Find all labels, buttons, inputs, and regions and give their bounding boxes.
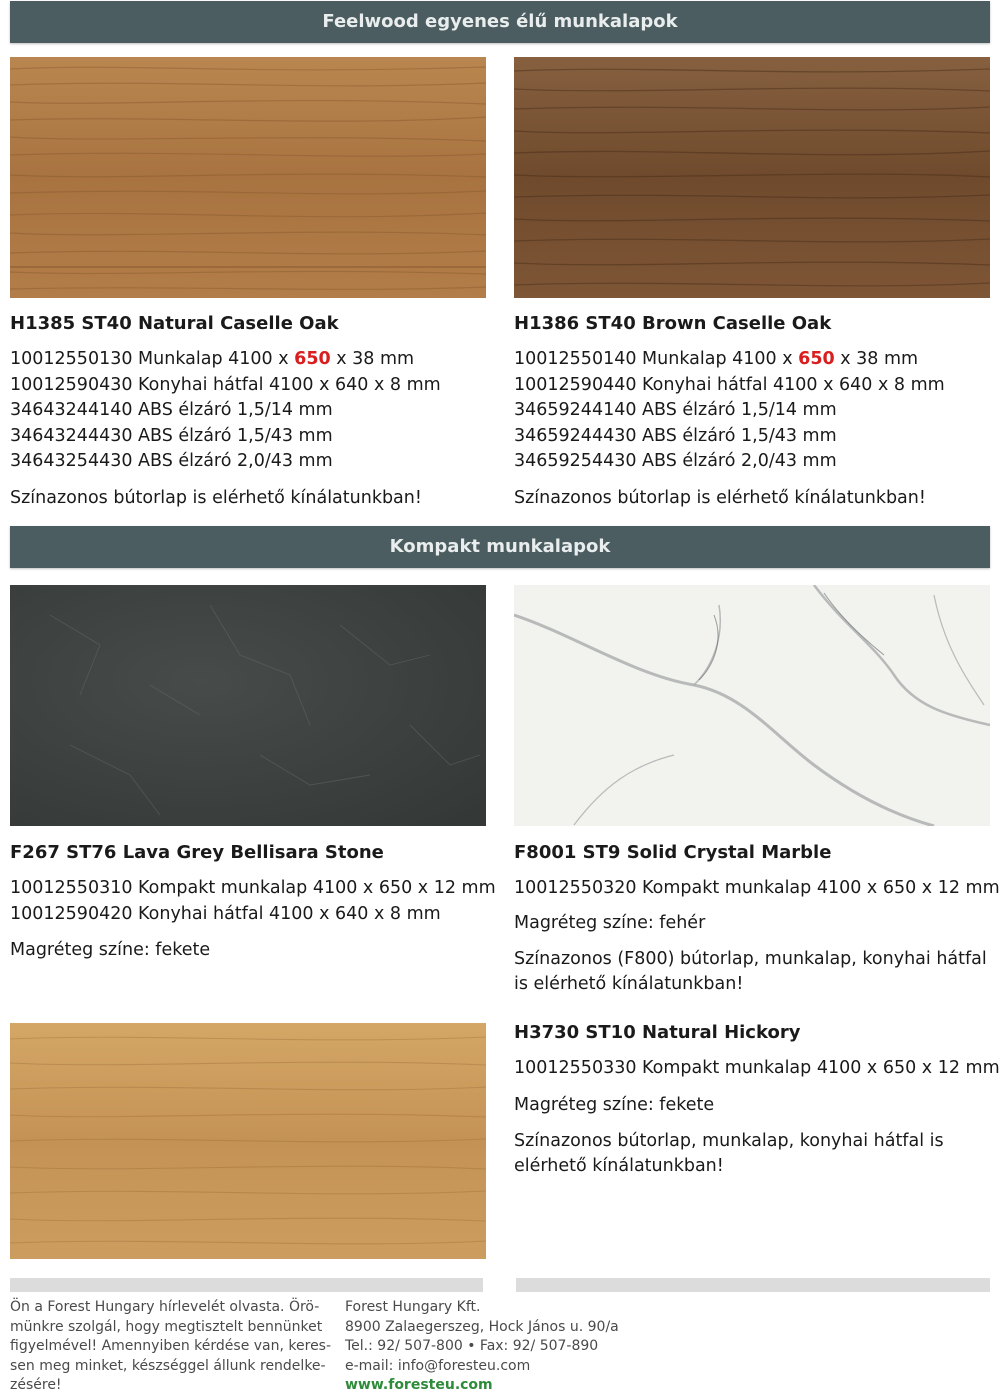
footer-message — [10, 1298, 330, 1396]
product-codes-h1386 — [514, 347, 945, 475]
company-address: 8900 Zalaegerszeg, Hock János u. 90/a — [345, 1318, 619, 1335]
highlight-width: 650 — [798, 349, 835, 369]
product-title-h1386: H1386 ST40 Brown Caselle Oak — [514, 313, 832, 334]
footer-divider-left — [10, 1278, 483, 1292]
product-code-line: 34659254430 ABS élzáró 2,0/43 mm — [514, 451, 837, 471]
product-code-line: 10012590440 Konyhai hátfal 4100 x 640 x 8 mm — [514, 374, 945, 395]
product-code-line: 10012590420 Konyhai hátfal 4100 x 640 x 8 mm — [10, 903, 441, 924]
section-header-kompakt: Kompakt munkalapok — [10, 526, 990, 568]
footer-message-line: sen meg minket, készséggel állunk rendelke- — [10, 1357, 326, 1374]
product-code-line: 10012550330 Kompakt munkalap 4100 x 650 x 12 mm — [514, 1058, 1000, 1078]
product-code-line: 10012550320 Kompakt munkalap 4100 x 650 x 12 mm — [514, 878, 1000, 898]
product-note-f8001: Színazonos (F800) bútorlap, munkalap, konyhai hátfal is elérhető kínálatunkban! — [514, 949, 987, 994]
swatch-lava-grey-stone — [10, 585, 486, 826]
product-note-h3730: Színazonos bútorlap, munkalap, konyhai hátfal is elérhető kínálatunkban! — [514, 1131, 944, 1176]
footer-divider-right — [516, 1278, 990, 1292]
product-codes-f8001 — [514, 876, 1000, 902]
company-website-link[interactable]: www.foresteu.com — [345, 1377, 493, 1393]
footer-message-line: Ön a Forest Hungary hírlevelét olvasta. Örö- — [10, 1299, 320, 1315]
product-core-h3730: Magréteg színe: fekete — [514, 1095, 715, 1115]
swatch-natural-caselle-oak — [10, 57, 486, 298]
product-code-line: 10012550140 Munkalap 4100 x 650 x 38 mm — [514, 349, 919, 369]
product-code-line: 34643254430 ABS élzáró 2,0/43 mm — [10, 451, 333, 471]
company-name: Forest Hungary Kft. — [345, 1299, 481, 1315]
product-codes-h3730 — [514, 1056, 1000, 1082]
product-code-line: 34643244430 ABS élzáró 1,5/43 mm — [10, 425, 333, 446]
footer-message-line: figyelmével! Amennyiben kérdése van, keres- — [10, 1338, 332, 1354]
product-code-line: 34643244140 ABS élzáró 1,5/14 mm — [10, 400, 333, 420]
footer-contact — [345, 1298, 665, 1396]
company-email[interactable]: e-mail: info@foresteu.com — [345, 1357, 531, 1374]
section-header-feelwood: Feelwood egyenes élű munkalapok — [10, 1, 990, 43]
product-codes-h1385 — [10, 347, 441, 475]
swatch-natural-hickory — [10, 1023, 486, 1259]
footer-message-line: münkre szolgál, hogy megtisztelt bennünket — [10, 1318, 323, 1335]
company-phone: Tel.: 92/ 507-800 • Fax: 92/ 507-890 — [345, 1338, 599, 1354]
swatch-brown-caselle-oak — [514, 57, 990, 298]
product-title-f267: F267 ST76 Lava Grey Bellisara Stone — [10, 842, 384, 863]
footer-message-line: zésére! — [10, 1377, 62, 1393]
product-codes-f267 — [10, 876, 496, 927]
product-core-f8001: Magréteg színe: fehér — [514, 913, 706, 933]
product-note-h1385: Színazonos bútorlap is elérhető kínálatunkban! — [10, 488, 422, 508]
product-code-line: 34659244430 ABS élzáró 1,5/43 mm — [514, 425, 837, 446]
product-core-f267: Magréteg színe: fekete — [10, 940, 211, 960]
highlight-width: 650 — [294, 349, 331, 369]
product-code-line: 34659244140 ABS élzáró 1,5/14 mm — [514, 400, 837, 420]
product-code-line: 10012550130 Munkalap 4100 x 650 x 38 mm — [10, 349, 415, 369]
product-code-line: 10012550310 Kompakt munkalap 4100 x 650 x 12 mm — [10, 878, 496, 898]
product-code-line: 10012590430 Konyhai hátfal 4100 x 640 x 8 mm — [10, 374, 441, 395]
product-title-h3730: H3730 ST10 Natural Hickory — [514, 1022, 801, 1043]
product-note-h1386: Színazonos bútorlap is elérhető kínálatunkban! — [514, 488, 926, 508]
product-title-h1385: H1385 ST40 Natural Caselle Oak — [10, 313, 339, 334]
product-title-f8001: F8001 ST9 Solid Crystal Marble — [514, 842, 832, 863]
swatch-solid-crystal-marble — [514, 585, 990, 826]
